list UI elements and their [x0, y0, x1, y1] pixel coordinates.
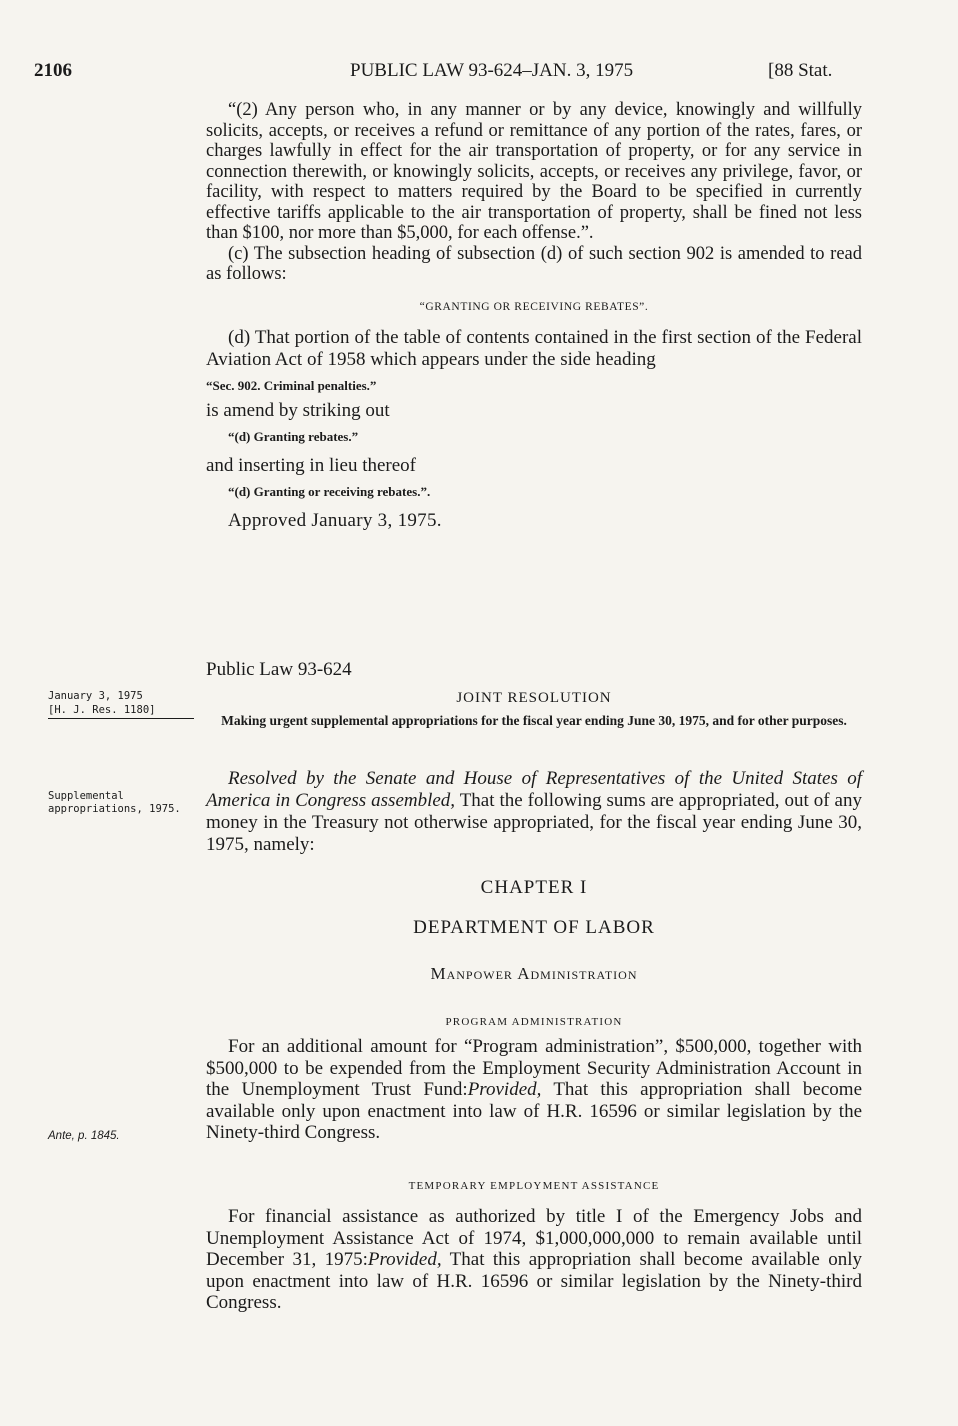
amend-line: is amend by striking out — [206, 399, 390, 421]
temp-paragraph-text-1: For financial assistance as authorized by title I of the Emergency Jobs and Unemployment Assistance Act of 1974, $1,000,000,000 to remain available until December 31, 1975: — [206, 1206, 862, 1270]
quote-sec-902: “Sec. 902. Criminal penalties.” — [206, 378, 377, 393]
margin-date: January 3, 1975 — [48, 690, 143, 702]
temporary-employment-section — [206, 1206, 862, 1314]
paragraph-d: (d) That portion of the table of contents contained in the first section of the Federal Aviation Act of 1958 which appears under the side heading — [206, 327, 862, 370]
temp-provided: Provided, — [367, 1249, 442, 1270]
statute-reference: [88 Stat. — [768, 60, 833, 81]
program-administration-section — [206, 1036, 862, 1144]
running-title: PUBLIC LAW 93-624–JAN. 3, 1975 — [350, 60, 634, 81]
department-heading: DEPARTMENT OF LABOR — [413, 917, 655, 938]
margin-supplemental: Supplemental appropriations, 1975. — [48, 790, 181, 815]
chapter-heading: CHAPTER I — [480, 877, 588, 898]
program-paragraph-text-2: That this appropriation shall become available only upon enactment into law of H.R. 16596 or similar legislation by the Ninety-third Congress. — [206, 1079, 863, 1143]
margin-hj-res: [H. J. Res. 1180] — [48, 704, 194, 719]
temporary-employment-heading: TEMPORARY EMPLOYMENT ASSISTANCE — [408, 1180, 660, 1192]
section-continuation — [206, 100, 862, 531]
program-administration-heading: PROGRAM ADMINISTRATION — [445, 1016, 623, 1028]
quote-granting-receiving: “(d) Granting or receiving rebates.”. — [228, 484, 431, 499]
public-law-number: Public Law 93-624 — [206, 659, 352, 680]
page-number: 2106 — [34, 60, 72, 81]
resolving-clause — [206, 768, 862, 856]
program-provided: Provided, — [467, 1079, 542, 1100]
temp-paragraph-text-2: That this appropriation shall become available only upon enactment into law of H.R. 16596 or similar legislation by the Ninety-third Congress. — [206, 1249, 862, 1313]
margin-ante: Ante, p. 1845. — [48, 1130, 120, 1142]
joint-resolution-heading: JOINT RESOLUTION — [456, 690, 612, 706]
approved-line: Approved January 3, 1975. — [228, 509, 442, 531]
program-paragraph-text-1: For an additional amount for “Program administration”, $500,000, together with $500,000 to be expended from the Employment Security Administration Account in the Unemployment Trust Fund: — [206, 1036, 862, 1100]
resolved-italic: Resolved by the Senate and House of Representatives of the United States of America in Congress assembled, — [206, 768, 862, 811]
resolving-paragraph — [206, 768, 862, 856]
inserting-line: and inserting in lieu thereof — [206, 454, 416, 476]
paragraph-c: (c) The subsection heading of subsection (d) of such section 902 is amended to read as follows: — [206, 243, 862, 284]
manpower-heading: Manpower Administration — [430, 964, 638, 983]
temp-paragraph — [206, 1206, 862, 1314]
quote-granting-rebates: “(d) Granting rebates.” — [228, 429, 359, 444]
program-paragraph — [206, 1036, 862, 1144]
resolved-rest: That the following sums are appropriated, out of any money in the Treasury not otherwise appropriated, for the fiscal year ending June 30, 1975, namely: — [206, 790, 862, 855]
subsection-heading-quote: “GRANTING OR RECEIVING REBATES”. — [419, 300, 649, 313]
paragraph-2: “(2) Any person who, in any manner or by any device, knowingly and willfully solicits, accepts, or receives a refund or remittance of any portion of the rates, fares, or charges lawfully in effect for the air transportation of property, or for any service in connection therewith, or knowingly solicits, accepts, or receives any privilege, favor, or facility, with respect to matters required by the Board to be specified in currently effective tariffs applicable to the air transportation of property, shall be fined not less than $100, nor more than $5,000, for each offense.”. — [206, 100, 862, 243]
resolution-purpose: Making urgent supplemental appropriations for the fiscal year ending June 30, 1975, and for other purposes. — [221, 713, 847, 728]
